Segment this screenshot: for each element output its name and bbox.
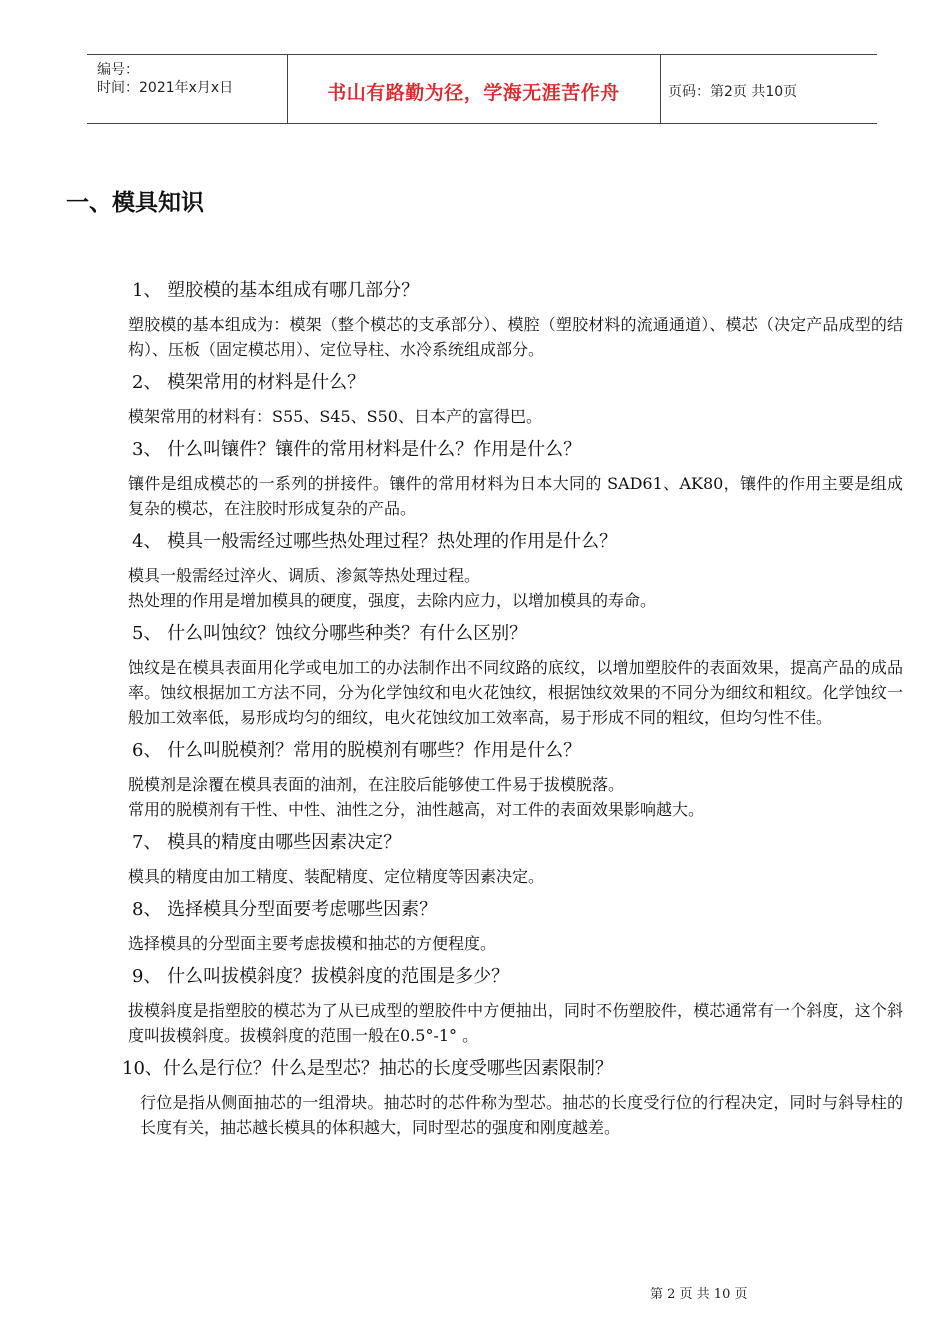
header-motto: 书山有路勤为径，学海无涯苦作舟 xyxy=(327,82,620,104)
section-title: 一、模具知识 xyxy=(66,190,204,216)
answer-1-paragraph-1: 塑胶模的基本组成为：模架（整个模芯的支承部分）、模腔（塑胶材料的流通通道）、模芯（决定产品成型的结构）、压板（固定模芯用）、定位导柱、水冷系统组成部分。 xyxy=(128,315,903,359)
page-footer: 第 2 页 共 10 页 xyxy=(650,1287,748,1302)
header-page-cell xyxy=(660,55,877,123)
answer-7 xyxy=(128,864,903,889)
qa-list xyxy=(122,278,903,1148)
answer-5 xyxy=(128,655,903,730)
answer-3-paragraph-1: 镶件是组成模芯的一系列的拼接件。镶件的常用材料为日本大同的 SAD61、AK80，镶件的作用主要是组成复杂的模芯，在注胶时形成复杂的产品。 xyxy=(128,474,903,518)
answer-4 xyxy=(128,563,903,613)
question-3: 3、 什么叫镶件？镶件的常用材料是什么？作用是什么？ xyxy=(132,439,582,460)
question-7: 7、 模具的精度由哪些因素决定？ xyxy=(132,832,402,853)
answer-2 xyxy=(128,404,903,429)
question-6: 6、 什么叫脱模剂？常用的脱模剂有哪些？作用是什么？ xyxy=(132,740,582,761)
answer-8 xyxy=(128,931,903,956)
question-10: 10、什么是行位？什么是型芯？抽芯的长度受哪些因素限制？ xyxy=(122,1058,613,1079)
question-2: 2、 模架常用的材料是什么？ xyxy=(132,372,366,393)
question-5: 5、 什么叫蚀纹？蚀纹分哪些种类？有什么区别？ xyxy=(132,623,528,644)
answer-3 xyxy=(128,471,903,521)
answer-1 xyxy=(128,312,903,362)
answer-9 xyxy=(128,998,903,1048)
page-header xyxy=(87,54,877,124)
answer-2-paragraph-1: 模架常用的材料有：S55、S45、S50、日本产的富得巴。 xyxy=(128,407,542,426)
answer-5-paragraph-1: 蚀纹是在模具表面用化学或电加工的办法制作出不同纹路的底纹，以增加塑胶件的表面效果，提高产品的成品率。蚀纹根据加工方法不同，分为化学蚀纹和电火花蚀纹，根据蚀纹效果的不同分为细纹和粗纹。化学蚀纹一般加工效率低，易形成均匀的细纹，电火花蚀纹加工效率高，易于形成不同的粗纹，但均匀性不佳。 xyxy=(128,658,903,727)
answer-9-paragraph-1: 拔模斜度是指塑胶的模芯为了从已成型的塑胶件中方便抽出，同时不伤塑胶件，模芯通常有一个斜度，这个斜度叫拔模斜度。拔模斜度的范围一般在0.5°-1° 。 xyxy=(128,1001,903,1045)
question-4: 4、 模具一般需经过哪些热处理过程？热处理的作用是什么？ xyxy=(132,531,618,552)
header-meta xyxy=(87,55,288,123)
header-page-label: 页码：第2页 共10页 xyxy=(668,84,798,100)
question-9: 9、 什么叫拔模斜度？拔模斜度的范围是多少？ xyxy=(132,966,510,987)
answer-10-paragraph-1: 行位是指从侧面抽芯的一组滑块。抽芯时的芯件称为型芯。抽芯的长度受行位的行程决定，同时与斜导柱的长度有关，抽芯越长模具的体积越大，同时型芯的强度和刚度越差。 xyxy=(140,1093,903,1137)
answer-8-paragraph-1: 选择模具的分型面主要考虑拔模和抽芯的方便程度。 xyxy=(128,934,497,953)
answer-10 xyxy=(140,1090,903,1140)
question-1: 1、 塑胶模的基本组成有哪几部分？ xyxy=(132,280,420,301)
answer-7-paragraph-1: 模具的精度由加工精度、装配精度、定位精度等因素决定。 xyxy=(128,867,545,886)
document-code-label: 编号： xyxy=(97,62,139,78)
answer-4-paragraph-1: 模具一般需经过淬火、调质、渗氮等热处理过程。 xyxy=(128,566,481,585)
answer-6-paragraph-2: 常用的脱模剂有干性、中性、油性之分，油性越高，对工件的表面效果影响越大。 xyxy=(128,800,705,819)
header-motto-cell xyxy=(287,55,661,123)
question-8: 8、 选择模具分型面要考虑哪些因素？ xyxy=(132,899,438,920)
answer-4-paragraph-2: 热处理的作用是增加模具的硬度，强度，去除内应力，以增加模具的寿命。 xyxy=(128,591,657,610)
document-time-label: 时间：2021年x月x日 xyxy=(97,80,234,96)
answer-6 xyxy=(128,772,903,822)
answer-6-paragraph-1: 脱模剂是涂覆在模具表面的油剂，在注胶后能够使工件易于拔模脱落。 xyxy=(128,775,625,794)
